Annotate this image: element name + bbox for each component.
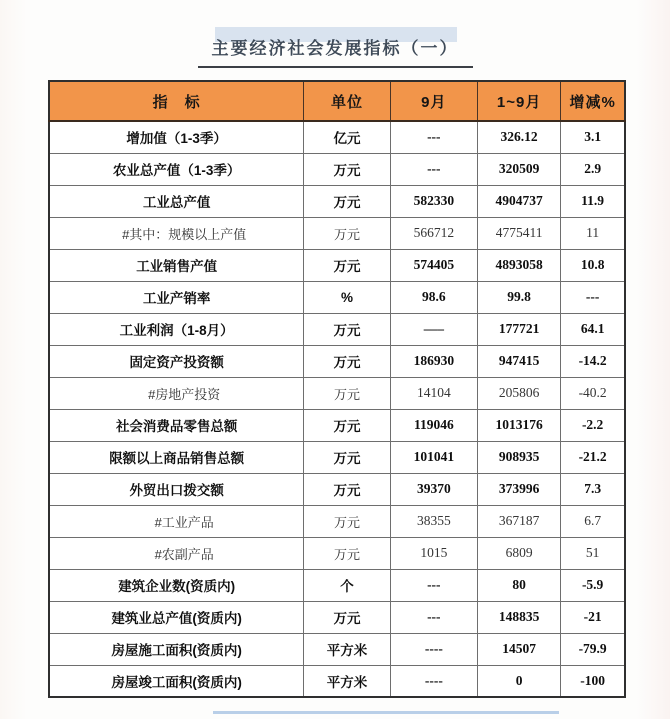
header-september: 9月 [390,81,477,121]
cell-unit: 万元 [304,345,390,377]
cell-unit: 万元 [304,313,390,345]
cell-change: -40.2 [561,377,625,409]
cell-change: --- [561,281,625,313]
cell-change: 7.3 [561,473,625,505]
cell-change: -79.9 [561,633,625,665]
cell-unit: 万元 [304,505,390,537]
cell-indicator: 工业总产值 [49,185,304,217]
table-row [49,633,625,665]
cell-change: -21 [561,601,625,633]
cell-jan-sep: 0 [477,665,560,697]
cell-september: 119046 [390,409,477,441]
cell-unit: 万元 [304,409,390,441]
cell-jan-sep: 148835 [477,601,560,633]
cell-jan-sep: 947415 [477,345,560,377]
cell-indicator: 外贸出口拨交额 [49,473,304,505]
cell-unit: 亿元 [304,121,390,153]
cell-jan-sep: 177721 [477,313,560,345]
cell-september: ---- [390,665,477,697]
cell-change: 3.1 [561,121,625,153]
cell-change: -21.2 [561,441,625,473]
header-jan-sep: 1~9月 [477,81,560,121]
cell-change: -100 [561,665,625,697]
cell-unit: 平方米 [304,633,390,665]
cell-jan-sep: 205806 [477,377,560,409]
table-row [49,249,625,281]
cell-september: --- [390,153,477,185]
cell-unit: 万元 [304,217,390,249]
cell-indicator: 社会消费品零售总额 [49,409,304,441]
table-row [49,665,625,697]
cell-indicator: 房屋竣工面积(资质内) [49,665,304,697]
table-row [49,313,625,345]
header-change: 增减% [561,81,625,121]
cell-change: 2.9 [561,153,625,185]
cell-change: -2.2 [561,409,625,441]
table-row [49,473,625,505]
table-row [49,281,625,313]
cell-indicator: 房屋施工面积(资质内) [49,633,304,665]
cell-jan-sep: 908935 [477,441,560,473]
cell-unit: 万元 [304,153,390,185]
table-row [49,185,625,217]
cell-september: 101041 [390,441,477,473]
cell-unit: 万元 [304,249,390,281]
table-row [49,409,625,441]
cell-unit: 万元 [304,537,390,569]
cell-september: --- [390,601,477,633]
cell-september: 582330 [390,185,477,217]
cell-indicator: 工业利润（1-8月） [49,313,304,345]
cell-indicator: #工业产品 [49,505,304,537]
header-unit: 单位 [304,81,390,121]
cell-unit: 万元 [304,473,390,505]
table-row [49,601,625,633]
cell-september: --- [390,569,477,601]
bottom-artifact-line [213,711,559,714]
table-row [49,377,625,409]
cell-jan-sep: 1013176 [477,409,560,441]
cell-september: ---- [390,633,477,665]
cell-indicator: 建筑企业数(资质内) [49,569,304,601]
cell-jan-sep: 326.12 [477,121,560,153]
cell-indicator: 建筑业总产值(资质内) [49,601,304,633]
table-row [49,345,625,377]
table-row [49,441,625,473]
cell-unit: 万元 [304,601,390,633]
cell-indicator: #农副产品 [49,537,304,569]
cell-change: -5.9 [561,569,625,601]
cell-september: 38355 [390,505,477,537]
cell-unit: 个 [304,569,390,601]
cell-indicator: 增加值（1-3季） [49,121,304,153]
cell-jan-sep: 4775411 [477,217,560,249]
cell-change: 11 [561,217,625,249]
title-wrap [0,28,670,68]
cell-jan-sep: 14507 [477,633,560,665]
cell-september: 1015 [390,537,477,569]
indicator-table [48,80,626,698]
cell-jan-sep: 4893058 [477,249,560,281]
cell-indicator: 农业总产值（1-3季） [49,153,304,185]
cell-indicator: 工业产销率 [49,281,304,313]
cell-unit: 平方米 [304,665,390,697]
table-row [49,121,625,153]
cell-change: -14.2 [561,345,625,377]
cell-change: 6.7 [561,505,625,537]
table-row [49,537,625,569]
cell-jan-sep: 367187 [477,505,560,537]
cell-jan-sep: 80 [477,569,560,601]
cell-september: ––– [390,313,477,345]
cell-indicator: 固定资产投资额 [49,345,304,377]
cell-unit: % [304,281,390,313]
header-indicator: 指 标 [49,81,304,121]
cell-september: 14104 [390,377,477,409]
cell-jan-sep: 4904737 [477,185,560,217]
table-row [49,153,625,185]
cell-change: 64.1 [561,313,625,345]
cell-jan-sep: 99.8 [477,281,560,313]
cell-september: 39370 [390,473,477,505]
cell-change: 10.8 [561,249,625,281]
cell-indicator: #房地产投资 [49,377,304,409]
cell-unit: 万元 [304,377,390,409]
cell-september: 186930 [390,345,477,377]
cell-indicator: #其中：规模以上产值 [49,217,304,249]
cell-unit: 万元 [304,441,390,473]
cell-september: --- [390,121,477,153]
indicator-table-body [49,121,625,697]
cell-unit: 万元 [304,185,390,217]
header-row [49,81,625,121]
page-title: 主要经济社会发展指标（一） [198,28,473,68]
table-row [49,505,625,537]
indicator-table-wrap [48,80,626,698]
cell-jan-sep: 6809 [477,537,560,569]
table-row [49,569,625,601]
cell-jan-sep: 320509 [477,153,560,185]
cell-indicator: 限额以上商品销售总额 [49,441,304,473]
cell-indicator: 工业销售产值 [49,249,304,281]
cell-change: 51 [561,537,625,569]
cell-september: 566712 [390,217,477,249]
cell-september: 574405 [390,249,477,281]
cell-change: 11.9 [561,185,625,217]
table-row [49,217,625,249]
cell-jan-sep: 373996 [477,473,560,505]
cell-september: 98.6 [390,281,477,313]
